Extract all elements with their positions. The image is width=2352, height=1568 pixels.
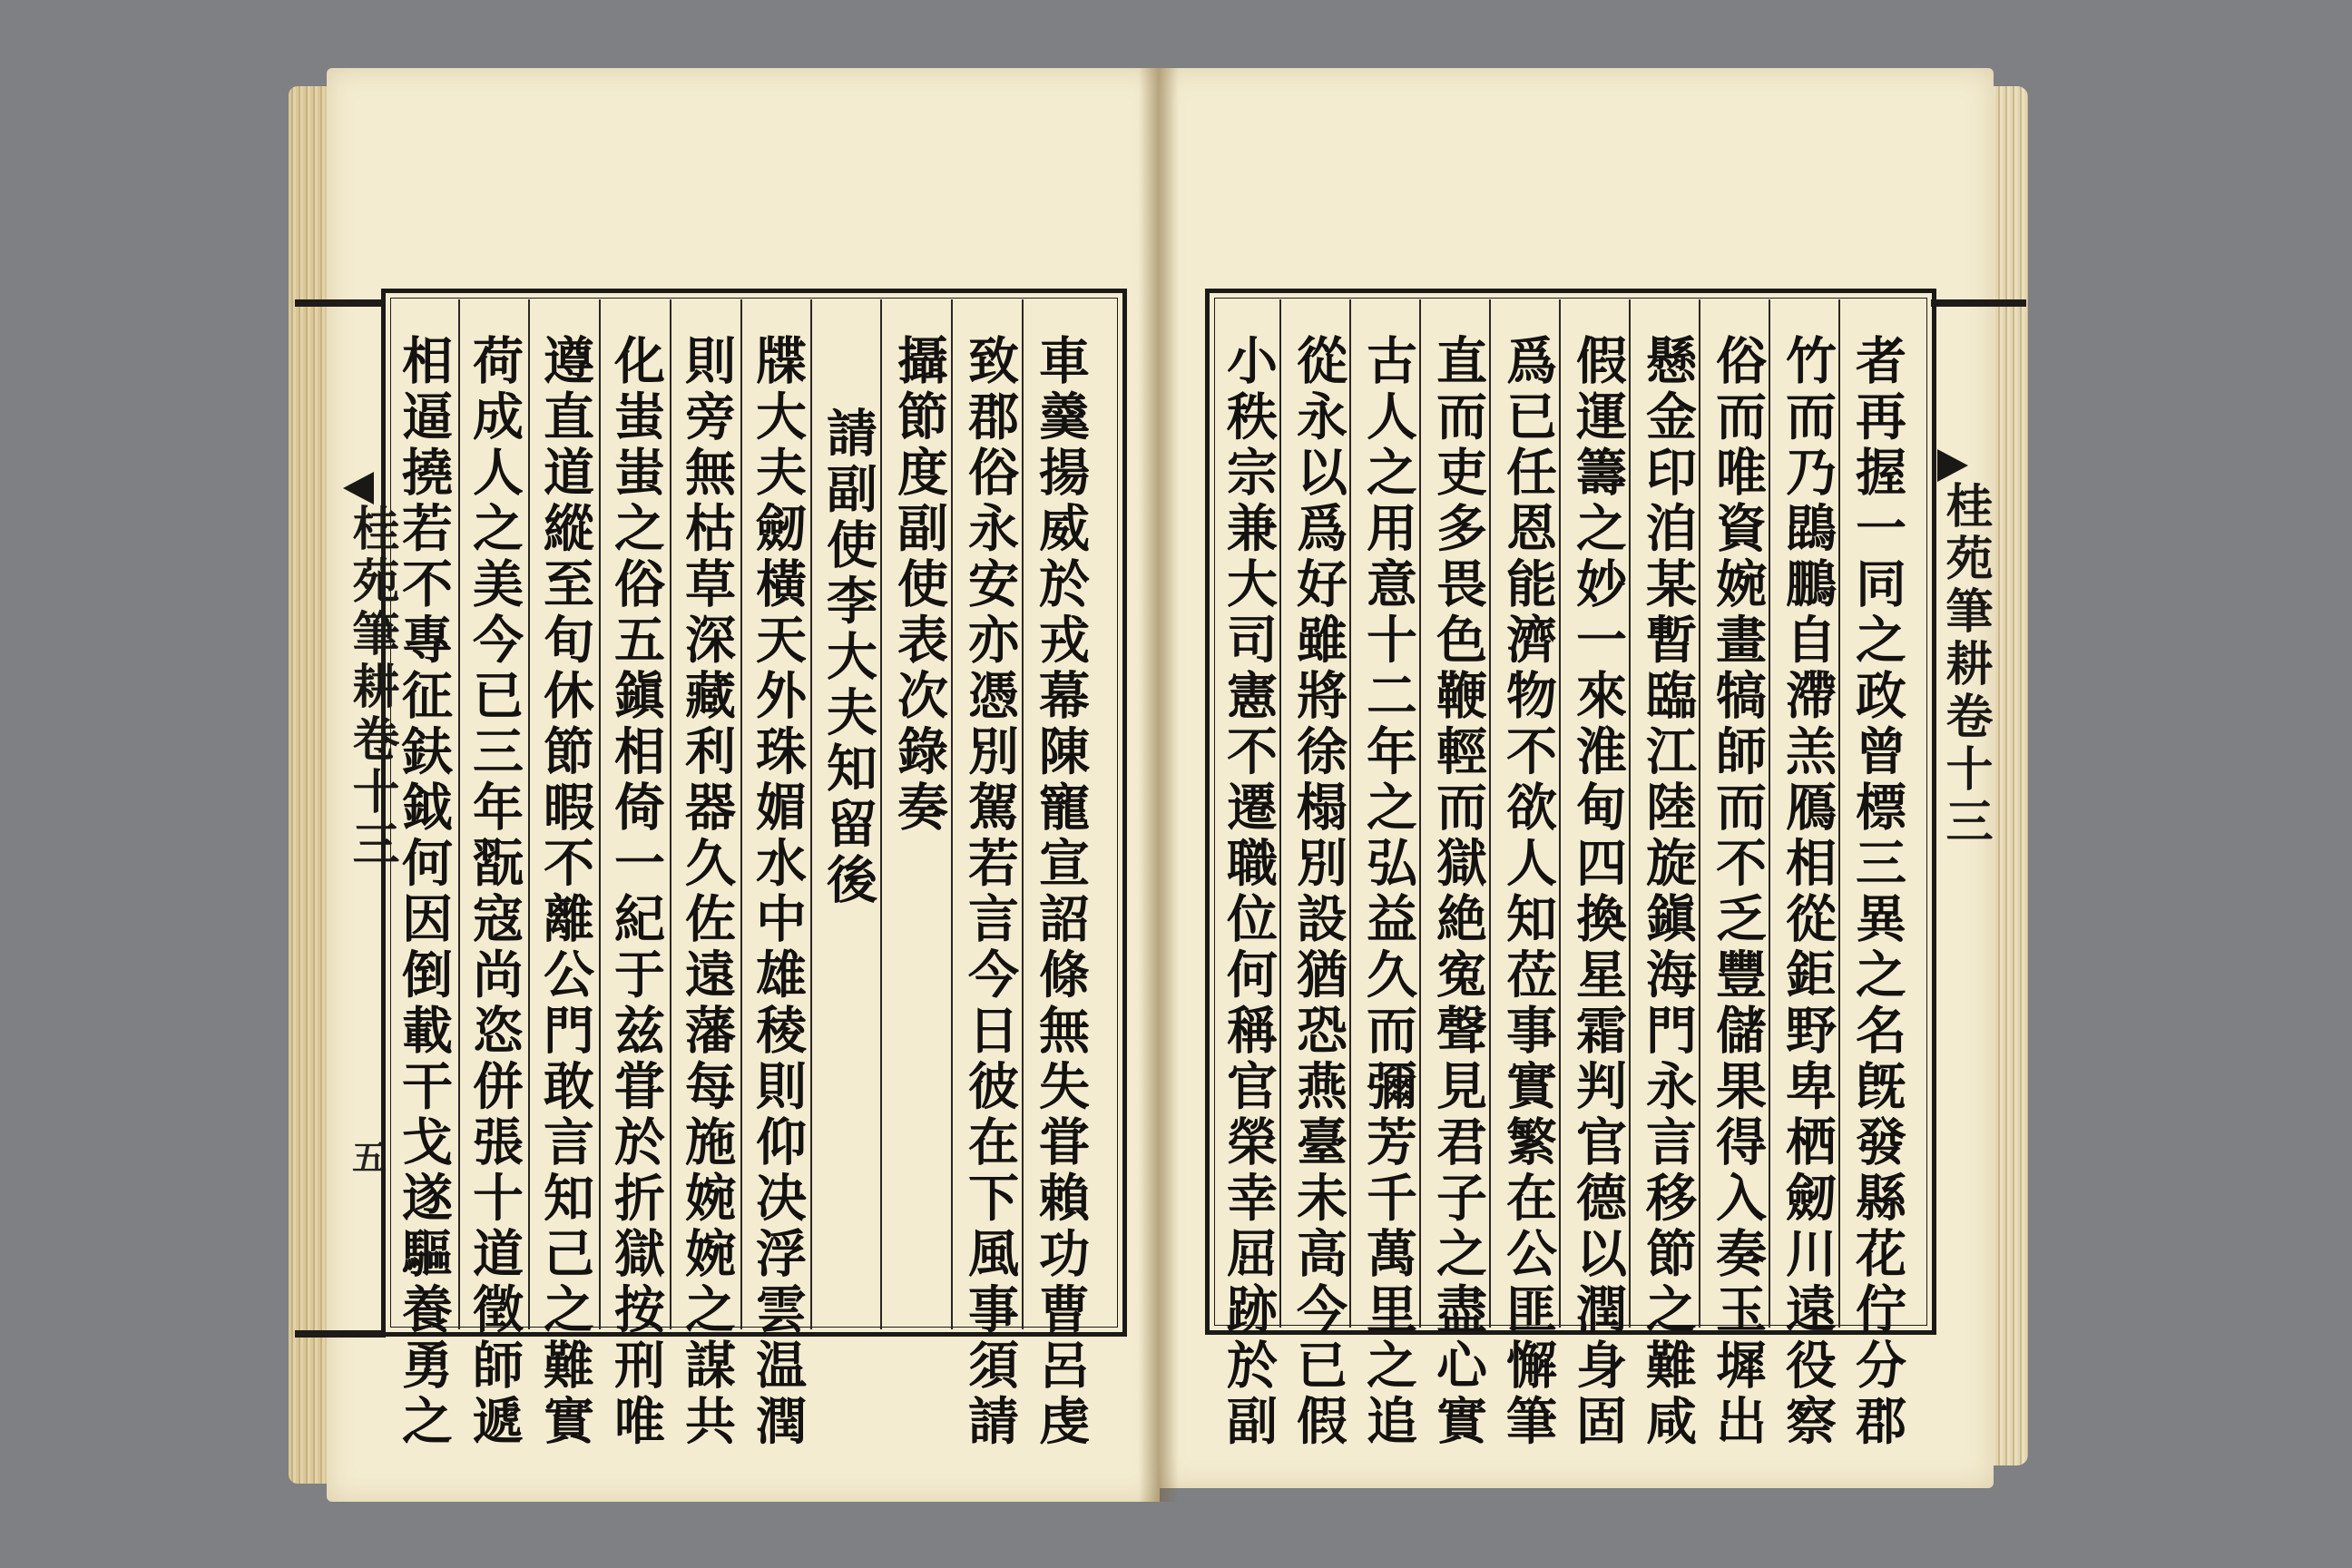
column-rule <box>599 299 601 1329</box>
column-rule <box>670 299 671 1329</box>
left-column-4: 請副使李大夫知留後 <box>818 407 878 909</box>
left-fishtail-mark <box>343 472 374 505</box>
right-column-2: 竹而乃鵾鵬自滯羔鴈相從鉅野卑栖劒川遠役察 <box>1778 334 1838 1450</box>
right-column-5: 假運籌之妙一來淮甸四換星霜判官德以潤身固 <box>1568 334 1628 1450</box>
column-rule <box>740 299 742 1329</box>
right-margin-title: 桂苑筆耕卷十三 <box>1937 481 1993 849</box>
column-rule <box>880 299 882 1329</box>
column-rule <box>951 299 953 1329</box>
left-column-6: 則旁無枯草深藏利器久佐遠藩每施婉婉之謀共 <box>677 334 737 1450</box>
column-rule <box>1279 299 1281 1328</box>
left-column-3: 攝節度副使表次錄奏 <box>889 334 949 837</box>
right-column-9: 從永以爲好雖將徐榻別設猶恐燕臺未高今已假 <box>1289 334 1348 1450</box>
right-column-8: 古人之用意十二年之弘益久而彌芳千萬里之追 <box>1358 334 1418 1450</box>
column-rule <box>1838 299 1840 1328</box>
column-rule <box>1699 299 1700 1328</box>
column-rule <box>1489 299 1491 1328</box>
right-fishtail-mark <box>1937 449 1968 482</box>
left-column-5: 牒大夫劒橫天外珠媚水中雄稜則仰决浮雲温潤 <box>748 334 808 1450</box>
left-column-10: 相逼撓若不專征鈇鉞何因倒載干戈遂驅養勇之 <box>394 334 454 1450</box>
column-rule <box>810 299 812 1329</box>
right-column-6: 爲已任恩能濟物不欲人知莅事實繁在公匪懈筆 <box>1498 334 1558 1450</box>
left-fold-band-top <box>295 299 386 307</box>
left-margin-title: 桂苑筆耕卷十三 <box>344 504 399 872</box>
column-rule <box>1419 299 1421 1328</box>
left-column-1: 車羹揚威於戎幕陳寵宣詔條無失甞賴功曹呂虔 <box>1031 334 1091 1450</box>
column-rule <box>1559 299 1561 1328</box>
left-column-7: 化蚩蚩之俗五鎭相倚一紀于兹甞於折獄按刑唯 <box>606 334 666 1450</box>
left-column-2: 致郡俗永安亦憑別駕若言今日彼在下風事須請 <box>960 334 1020 1450</box>
column-rule <box>1349 299 1351 1328</box>
column-rule <box>1769 299 1770 1328</box>
right-column-7: 直而吏多畏色鞭輕而獄絶寃聲見君子之盡心實 <box>1428 334 1488 1450</box>
right-column-10: 小秩宗兼大司憲不遷職位何稱官榮幸屈跡於副 <box>1219 334 1279 1450</box>
right-column-3: 俗而唯資婉畫犒師而不乏豐儲果得入奏玉墀出 <box>1708 334 1768 1450</box>
right-column-4: 懸金印洎某暫臨江陸旋鎭海門永言移節之難咸 <box>1638 334 1698 1450</box>
column-rule <box>528 299 530 1329</box>
left-column-8: 遵直道縱至旬休節暇不離公門敢言知己之難實 <box>535 334 595 1450</box>
left-fold-band-bottom <box>295 1330 386 1338</box>
right-fold-band-top <box>1931 299 2026 307</box>
column-rule <box>1629 299 1631 1328</box>
right-column-1: 者再握一同之政曾標三異之名旣發縣花佇分郡 <box>1847 334 1907 1450</box>
column-rule <box>1022 299 1024 1329</box>
book-gutter <box>1139 68 1179 1502</box>
left-folio-number: 五 <box>352 1137 387 1178</box>
left-column-9: 荷成人之美今已三年翫寇尚恣併張十道徵師遞 <box>465 334 524 1450</box>
column-rule <box>458 299 460 1329</box>
